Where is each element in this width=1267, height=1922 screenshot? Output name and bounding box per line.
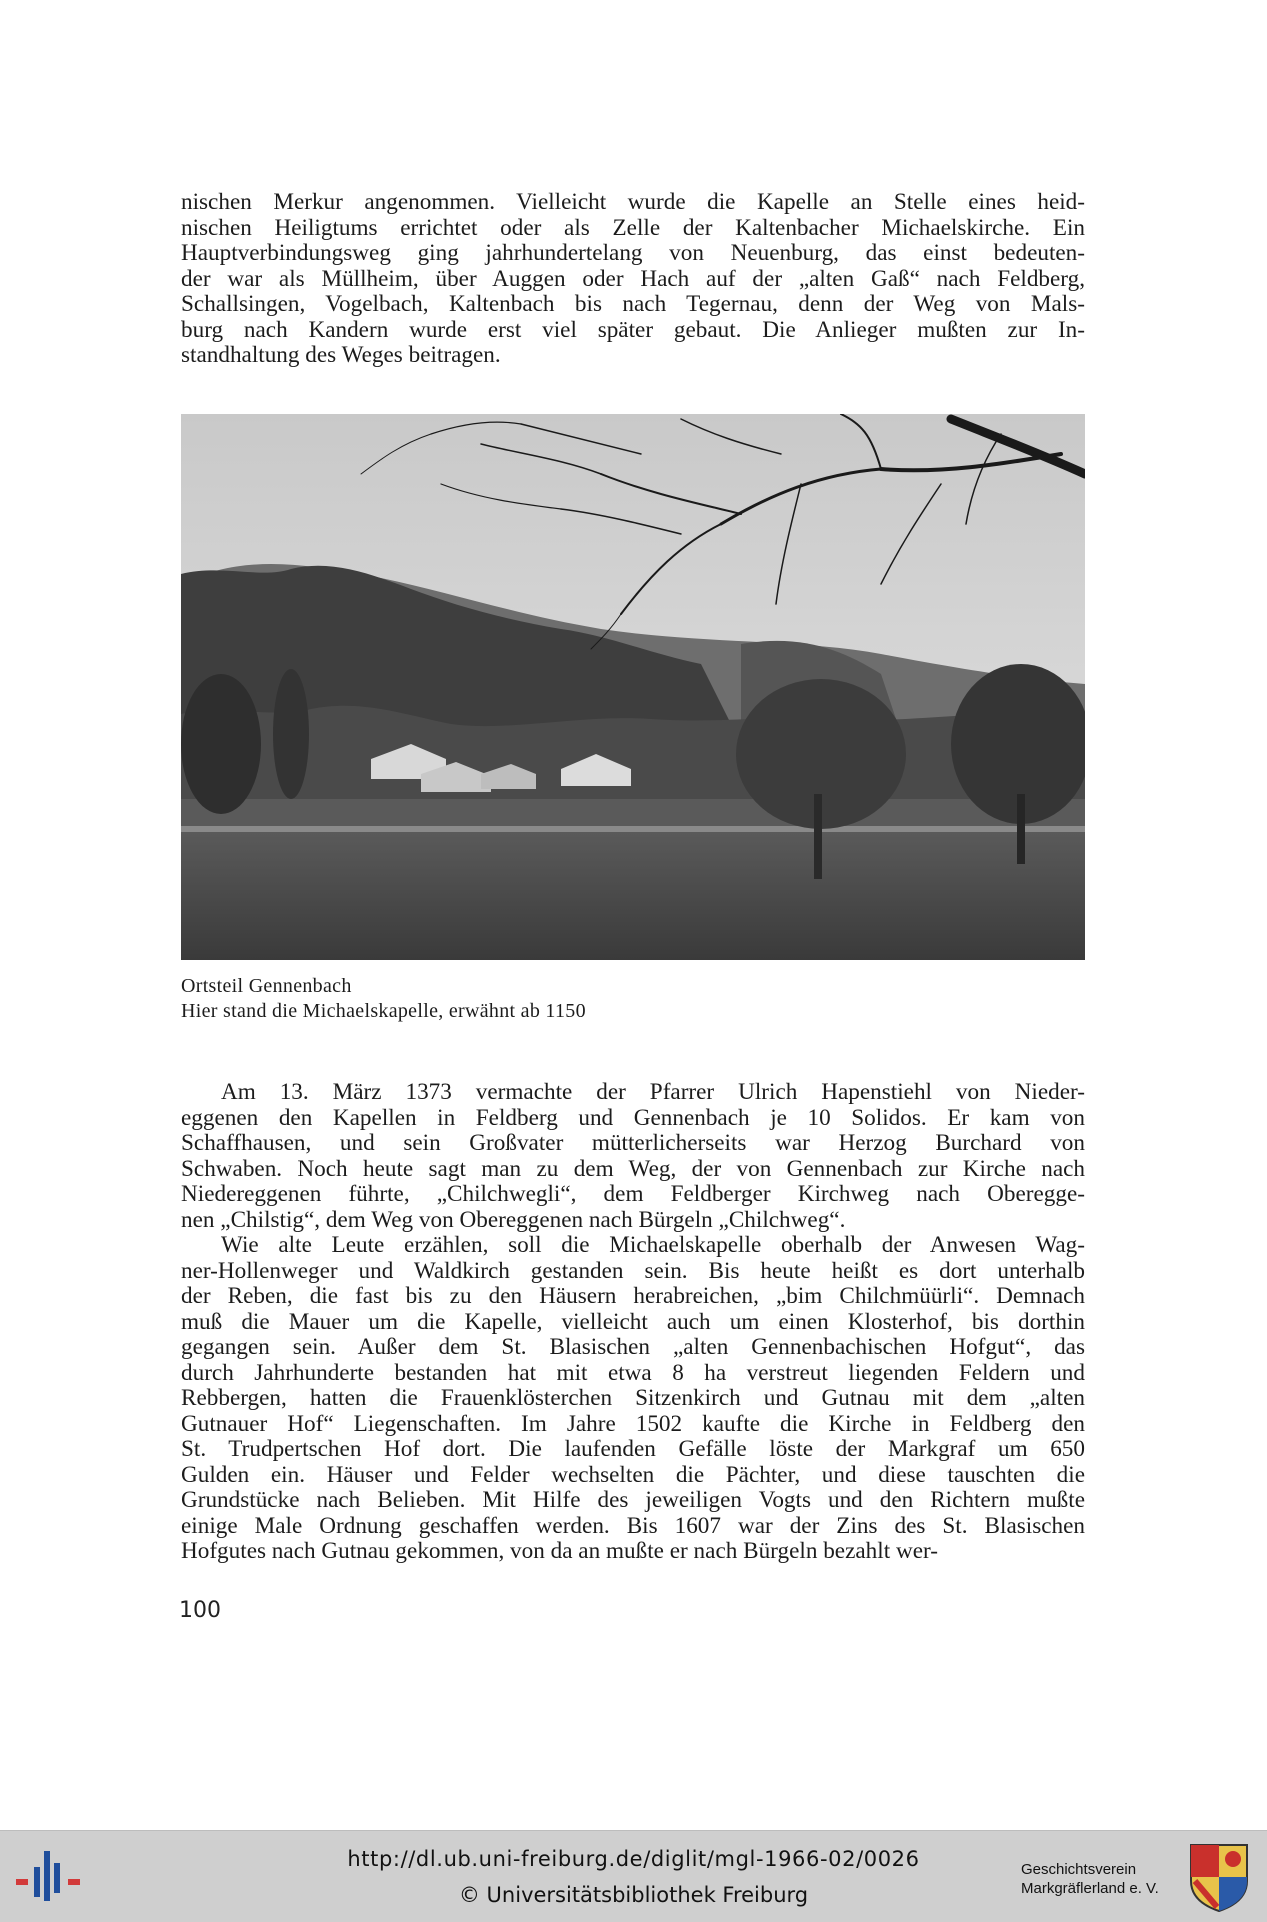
body2-line: Wie alte Leute erzählen, soll die Michaelskapelle oberhalb der Anwesen Wag- xyxy=(221,1232,1085,1258)
body2-line: der Reben, die fast bis zu den Häusern herabreichen, „bim Chilchmüürli“. Demnach xyxy=(181,1283,1085,1309)
intro-line: nischen Heiligtums errichtet oder als Zelle der Kaltenbacher Michaelskirche. Ein xyxy=(181,214,1085,241)
body1-line: nen „Chilstig“, dem Weg von Obereggenen nach Bürgeln „Chilchweg“. xyxy=(181,1206,846,1233)
landscape-image xyxy=(181,414,1085,960)
footer-bar xyxy=(0,1830,1267,1922)
intro-line: der war als Müllheim, über Auggen oder Hach auf der „alten Gaß“ nach Feldberg, xyxy=(181,265,1085,292)
intro-line: standhaltung des Weges beitragen. xyxy=(181,342,501,368)
body2-line: Hofgutes nach Gutnau gekommen, von da an mußte er nach Bürgeln bezahlt wer- xyxy=(181,1538,938,1564)
body2-line: gegangen sein. Außer dem St. Blasischen „alten Gennenbachischen Hofgut“, das xyxy=(181,1334,1085,1360)
body2-line: Rebbergen, hatten die Frauenklösterchen Sitzenkirch und Gutnau mit dem „alten xyxy=(181,1385,1085,1411)
photo-caption xyxy=(181,974,586,1024)
body2-line: Gulden ein. Häuser und Felder wechselten die Pächter, und diese tauschten die xyxy=(181,1461,1085,1488)
body2-line: Gutnauer Hof“ Liegenschaften. Im Jahre 1502 kaufte die Kirche in Feldberg den xyxy=(181,1410,1085,1437)
body2-line: muß die Mauer um die Kapelle, vielleicht auch um einen Klosterhof, bis dorthin xyxy=(181,1308,1085,1335)
body2-line: Grundstücke nach Belieben. Mit Hilfe des jeweiligen Vogts und den Richtern mußte xyxy=(181,1487,1085,1513)
society-line-1: Geschichtsverein xyxy=(1021,1861,1137,1878)
caption-description: Hier stand die Michaelskapelle, erwähnt ab 1150 xyxy=(181,1000,586,1022)
body-text xyxy=(181,1080,1085,1565)
body2-line: ner-Hollenweger und Waldkirch gestanden sein. Bis heute heißt es dort unterhalb xyxy=(181,1257,1085,1284)
body1-line: eggenen den Kapellen in Feldberg und Gennenbach je 10 Solidos. Er kam von xyxy=(181,1104,1085,1131)
intro-line: nischen Merkur angenommen. Vielleicht wurde die Kapelle an Stelle eines heid- xyxy=(181,189,1085,215)
body2-line: einige Male Ordnung geschaffen werden. Bis 1607 war der Zins des St. Blasischen xyxy=(181,1512,1085,1539)
body1-line: Schaffhausen, und sein Großvater mütterlicherseits war Herzog Burchard von xyxy=(181,1130,1085,1156)
body1-line: Schwaben. Noch heute sagt man zu dem Weg, der von Gennenbach zur Kirche nach xyxy=(181,1155,1085,1182)
society-line-2: Markgräflerland e. V. xyxy=(1021,1880,1159,1897)
page-number: 100 xyxy=(179,1598,221,1623)
gennenbach-photo xyxy=(181,414,1085,960)
coat-of-arms-icon xyxy=(1187,1841,1251,1913)
society-name xyxy=(1021,1860,1181,1898)
body1-line: Niedereggenen führte, „Chilchwegli“, dem Feldberger Kirchweg nach Oberegge- xyxy=(181,1181,1085,1207)
footer-copyright: © Universitätsbibliothek Freiburg xyxy=(458,1883,809,1907)
body2-line: durch Jahrhunderte bestanden hat mit etwa 8 ha verstreut liegenden Feldern und xyxy=(181,1359,1085,1386)
body2-line: St. Trudpertschen Hof dort. Die laufenden Gefälle löste der Markgraf um 650 xyxy=(181,1436,1085,1462)
intro-line: burg nach Kandern wurde erst viel später gebaut. Die Anlieger mußten zur In- xyxy=(181,316,1085,343)
intro-text xyxy=(181,190,1085,369)
intro-line: Schallsingen, Vogelbach, Kaltenbach bis nach Tegernau, denn der Weg von Mals- xyxy=(181,291,1085,317)
intro-line: Hauptverbindungsweg ging jahrhundertelang von Neuenburg, das einst bedeuten- xyxy=(181,240,1085,266)
footer-url-link[interactable]: http://dl.ub.uni-freiburg.de/diglit/mgl-1966-02/0026 xyxy=(347,1847,920,1871)
body-paragraph-1 xyxy=(181,1080,1085,1233)
intro-paragraph xyxy=(181,190,1085,369)
body-paragraph-2 xyxy=(181,1233,1085,1565)
caption-title: Ortsteil Gennenbach xyxy=(181,975,352,997)
body1-line: Am 13. März 1373 vermachte der Pfarrer Ulrich Hapenstiehl von Nieder- xyxy=(221,1079,1085,1105)
